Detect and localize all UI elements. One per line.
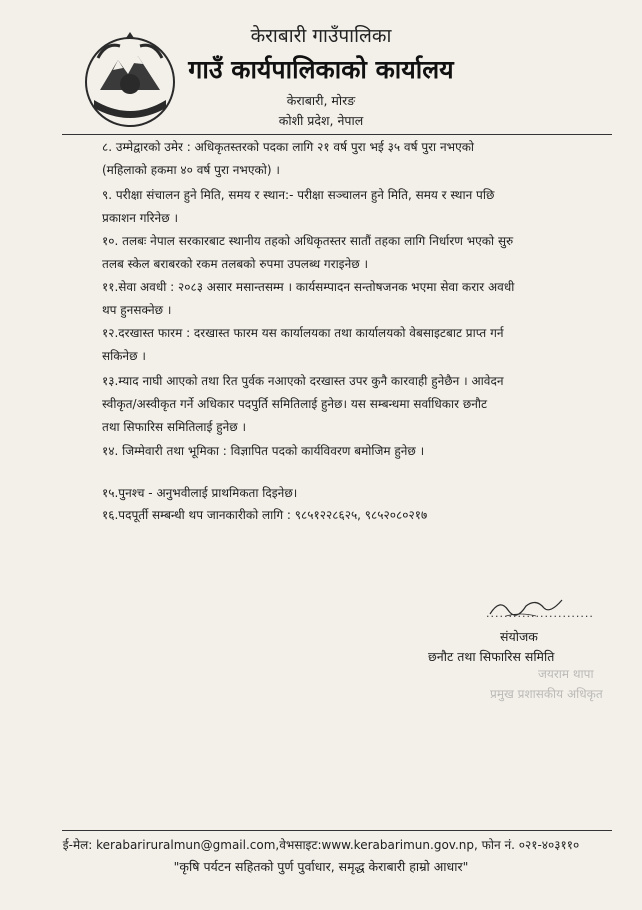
footer-contact: ई-मेल: kerabariruralmun@gmail.com,वेभसाइट:www.kerabarimun.gov.np, फोन नं. ०२१-४०३११० [62,838,580,852]
item-line: ११.सेवा अवधी : २०८३ असार मसान्तसम्म । कार्यसम्पादन सन्तोषजनक भएमा सेवा करार अवधी [102,280,515,294]
item-line: १२.दरखास्त फारम : दरखास्त फारम यस कार्यालयका तथा कार्यालयको वेबसाइटबाट प्राप्त गर्न [102,326,504,340]
svg-text:जयराम थापा: जयराम थापा [538,667,594,681]
item-line: तलब स्केल बराबरको रकम तलबको रुपमा उपलब्ध गराइनेछ । [102,257,369,271]
footer-slogan: "कृषि पर्यटन सहितको पुर्ण पुर्वाधार, समृद्ध केराबारी हाम्रो आधार" [173,859,469,874]
item-line: थप हुनसक्नेछ । [102,303,172,317]
item-16 [102,504,592,527]
office-province: कोशी प्रदेश, नेपाल [278,113,364,128]
header-divider [62,134,612,135]
office-title: गाउँ कार्यपालिकाको कार्यालय [188,55,454,84]
item-line: १४. जिम्मेवारी तथा भूमिका : विज्ञापित पदको कार्यविवरण बमोजिम हुनेछ । [102,444,425,458]
item-line: १०. तलबः नेपाल सरकारबाट स्थानीय तहको अधिकृतस्तर सातौं तहका लागि निर्धारण भएको सुरु [102,234,514,248]
item-line: (महिलाको हकमा ४० वर्ष पुरा नभएको) । [102,163,280,177]
signature-line: ........................ [486,607,594,620]
item-8 [102,136,592,182]
item-9 [102,184,592,230]
item-13 [102,370,592,439]
item-line: १६.पदपूर्ती सम्बन्धी थप जानकारीको लागि : ९८५१२२८६२५, ९८५२०८०२१७ [102,508,428,522]
footer-divider [62,830,612,831]
item-11 [102,276,592,322]
item-line: ९. परीक्षा संचालन हुने मिति, समय र स्थान:- परीक्षा सञ्चालन हुने मिति, समय र स्थान पछि [102,188,495,202]
official-stamp [478,660,628,710]
item-14 [102,440,592,463]
signatory-committee: छनौट तथा सिफारिस समिति [428,649,555,664]
office-location: केराबारी, मोरङ [286,93,356,108]
item-10 [102,230,592,276]
item-line: स्वीकृत/अस्वीकृत गर्ने अधिकार पदपुर्ति समितिलाई हुनेछ। यस सम्बन्धमा सर्वाधिकार छनौट [102,397,488,411]
item-line: सकिनेछ । [102,349,146,363]
item-line: १३.म्याद नाघी आएको तथा रित पुर्वक नआएको दरखास्त उपर कुनै कारवाही हुनेछैन । आवेदन [102,374,504,388]
item-line: तथा सिफारिस समितिलाई हुनेछ । [102,420,247,434]
item-15 [102,482,592,505]
item-line: ८. उम्मेद्वारको उमेर : अधिकृतस्तरको पदका लागि २१ वर्ष पुरा भई ३५ वर्ष पुरा नभएको [102,140,475,154]
svg-text:प्रमुख प्रशासकीय अधिकृत: प्रमुख प्रशासकीय अधिकृत [490,687,603,701]
item-line: १५.पुनश्च - अनुभवीलाई प्राथमिकता दिइनेछ। [102,486,298,500]
item-line: प्रकाशन गरिनेछ । [102,211,178,225]
municipality-name: केराबारी गाउँपालिका [250,25,392,47]
signatory-title: संयोजक [500,629,538,644]
item-12 [102,322,592,368]
